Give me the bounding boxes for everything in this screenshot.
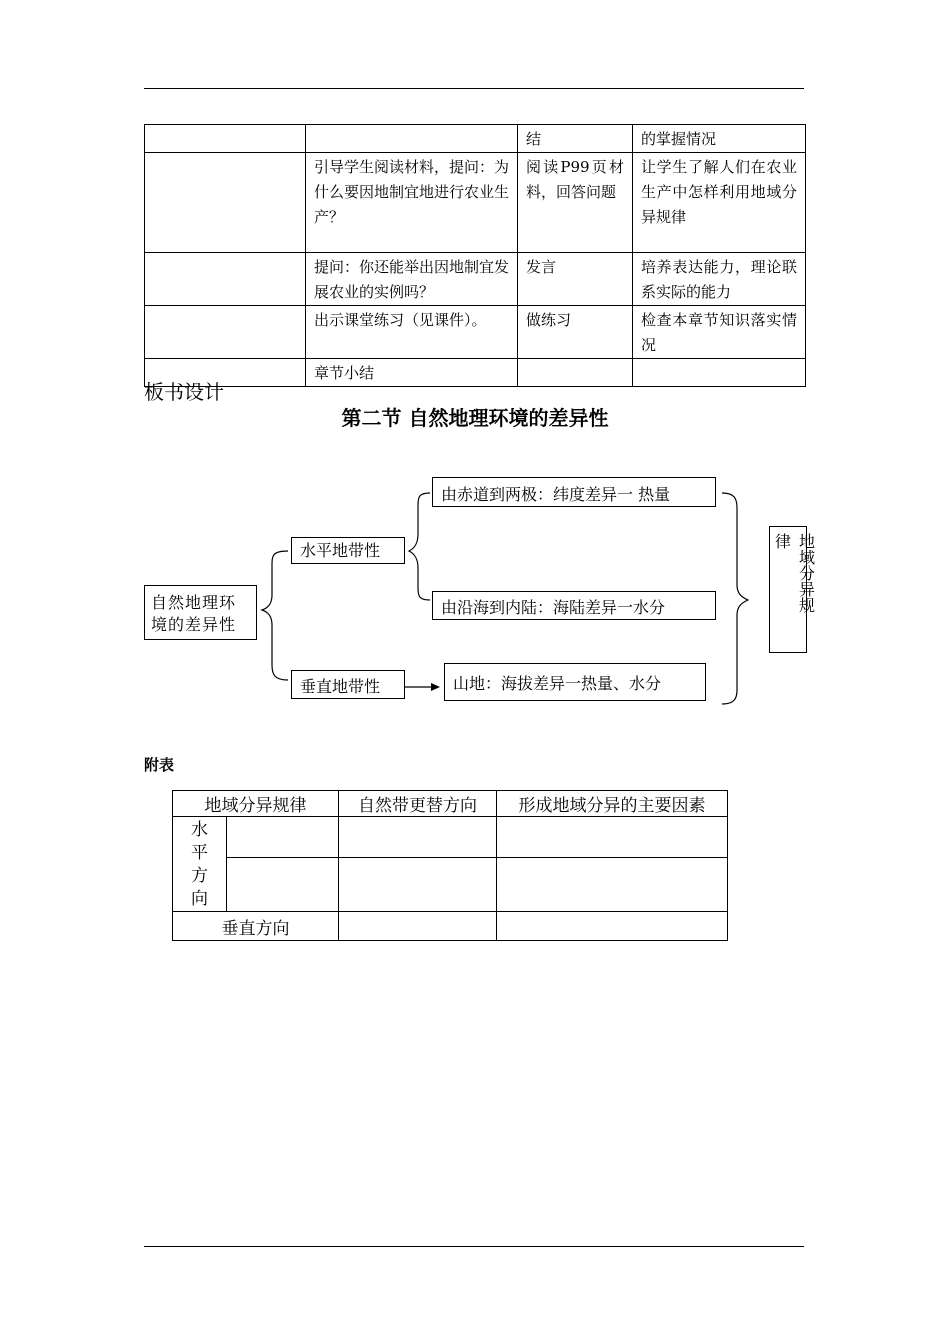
table-cell: 让学生了解人们在农业生产中怎样利用地域分异规律	[633, 153, 806, 253]
table-cell	[339, 912, 497, 941]
vertical-direction-label: 垂直方向	[173, 912, 339, 941]
root-node-box	[144, 585, 257, 640]
table-cell	[497, 817, 728, 858]
header-cell: 自然带更替方向	[339, 791, 497, 817]
mountain-node: 山地：海拔差异一热量、水分	[444, 663, 706, 701]
header-rule	[144, 88, 804, 89]
table-cell: 结	[518, 125, 633, 153]
table-cell	[227, 817, 339, 858]
table-cell: 提问：你还能举出因地制宜发展农业的实例吗？	[306, 253, 518, 306]
table-cell: 阅读P99页材料，回答问题	[518, 153, 633, 253]
table-cell: 引导学生阅读材料，提问：为什么要因地制宜地进行农业生产？	[306, 153, 518, 253]
header-cell: 地域分异规律	[173, 791, 339, 817]
appendix-heading: 附表	[144, 756, 175, 774]
law-col1: 律	[775, 532, 792, 551]
table-cell	[497, 912, 728, 941]
vertical-node: 垂直地带性	[291, 670, 405, 699]
root-node-label: 自然地理环境的差异性	[151, 593, 237, 634]
table-cell	[145, 125, 306, 153]
section-title: 第二节 自然地理环境的差异性	[341, 406, 609, 430]
table-cell	[145, 153, 306, 253]
table-cell	[633, 359, 806, 387]
table-row	[145, 153, 806, 253]
board-design-heading: 板书设计	[144, 380, 224, 404]
table-cell	[518, 359, 633, 387]
table-row	[173, 817, 728, 858]
brace-law	[722, 493, 748, 704]
table-cell	[497, 857, 728, 911]
latitude-node: 由赤道到两极：纬度差异一 热量	[432, 477, 716, 507]
table-cell	[145, 306, 306, 359]
table-row	[173, 791, 728, 817]
law-col2: 地 域 分 异 规	[799, 532, 816, 615]
table-cell: 发言	[518, 253, 633, 306]
table-row	[145, 125, 806, 153]
horizontal-direction-label: 水 平 方 向	[173, 817, 227, 912]
table-row	[145, 359, 806, 387]
table-row	[173, 912, 728, 941]
brace-horizontal	[409, 493, 430, 600]
table-row	[173, 857, 728, 911]
table-cell: 出示课堂练习（见课件）。	[306, 306, 518, 359]
table-cell	[306, 125, 518, 153]
appendix-table	[172, 790, 728, 941]
table-row	[145, 306, 806, 359]
horizontal-node: 水平地带性	[291, 537, 405, 564]
table-cell: 做练习	[518, 306, 633, 359]
footer-rule	[144, 1246, 804, 1247]
table-cell: 检查本章节知识落实情况	[633, 306, 806, 359]
table-cell	[339, 857, 497, 911]
lesson-table	[144, 124, 806, 387]
header-cell: 形成地域分异的主要因素	[497, 791, 728, 817]
arrow-head	[431, 683, 440, 691]
land-sea-node: 由沿海到内陆：海陆差异一水分	[432, 591, 716, 620]
table-row	[145, 253, 806, 306]
table-cell: 章节小结	[306, 359, 518, 387]
table-cell: 的掌握情况	[633, 125, 806, 153]
brace-root	[262, 551, 288, 680]
table-cell	[339, 817, 497, 858]
table-cell	[227, 857, 339, 911]
table-cell: 培养表达能力，理论联系实际的能力	[633, 253, 806, 306]
table-cell	[145, 253, 306, 306]
